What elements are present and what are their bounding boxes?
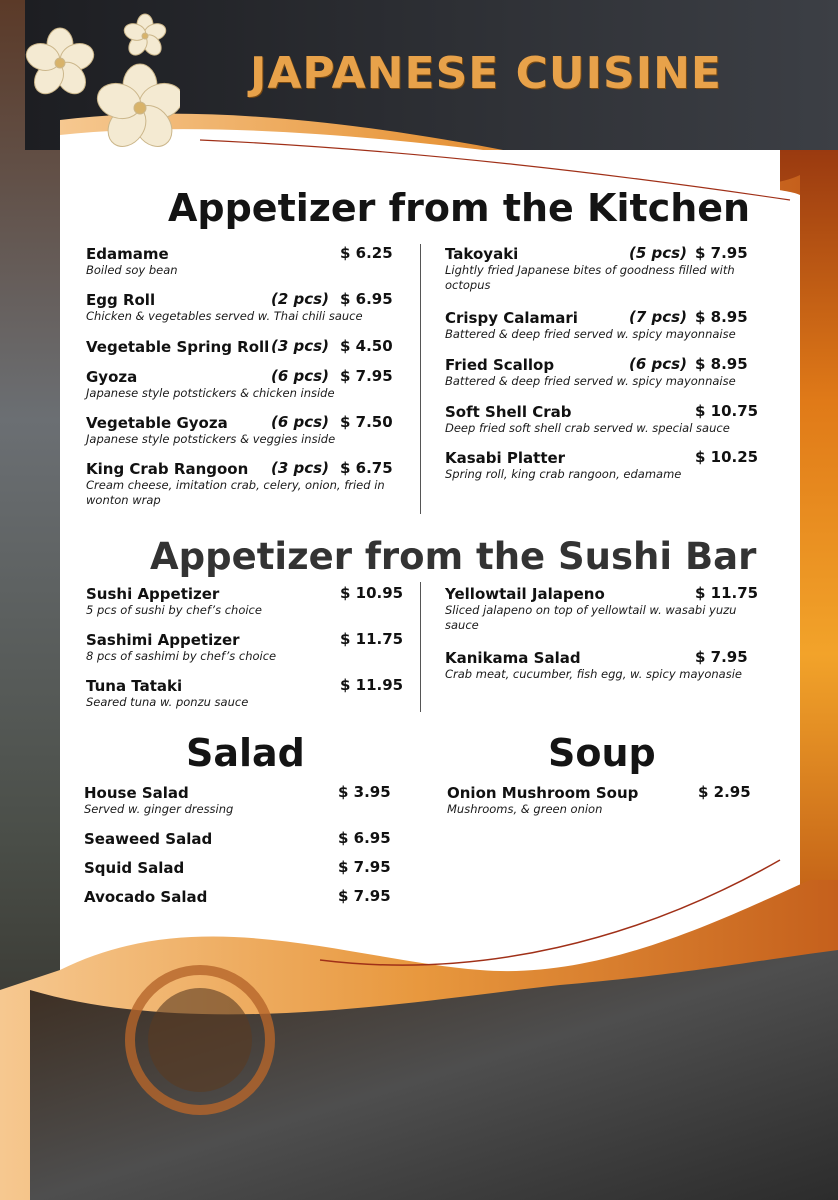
menu-item (84, 887, 404, 906)
menu-item (86, 459, 406, 508)
item-price: $ 7.95 (338, 858, 391, 876)
item-description: 8 pcs of sashimi by chef’s choice (86, 649, 277, 663)
item-price: $ 4.50 (340, 337, 393, 355)
item-description: Chicken & vegetables served w. Thai chili sauce (86, 309, 363, 323)
item-price: $ 11.75 (340, 630, 404, 648)
item-description: Crab meat, cucumber, fish egg, w. spicy mayonasie (445, 667, 742, 681)
item-name: Egg Roll (86, 291, 156, 309)
menu-item (445, 648, 760, 682)
item-name: Soft Shell Crab (445, 403, 572, 421)
item-description: Battered & deep fried served w. spicy mayonnaise (445, 374, 736, 388)
item-price: $ 2.95 (698, 783, 751, 801)
item-name: King Crab Rangoon (86, 460, 249, 478)
item-price: $ 7.95 (338, 887, 391, 905)
item-description: Mushrooms, & green onion (447, 802, 603, 816)
item-name: Gyoza (86, 368, 138, 386)
item-name: Vegetable Gyoza (86, 414, 228, 432)
item-price: $ 6.75 (340, 459, 393, 477)
menu-item (445, 584, 760, 633)
item-name: Fried Scallop (445, 356, 555, 374)
menu-item (86, 244, 406, 278)
item-quantity: (3 pcs) (271, 459, 329, 477)
item-name: House Salad (84, 784, 189, 802)
column-divider (420, 582, 421, 712)
item-name: Sushi Appetizer (86, 585, 220, 603)
item-description: Seared tuna w. ponzu sauce (86, 695, 249, 709)
item-description: Spring roll, king crab rangoon, edamame (445, 467, 682, 481)
item-description: Japanese style potstickers & veggies inside (86, 432, 336, 446)
item-price: $ 7.95 (695, 244, 748, 262)
item-description: Battered & deep fried served w. spicy mayonnaise (445, 327, 736, 341)
menu-item (447, 783, 767, 817)
item-name: Squid Salad (84, 859, 185, 877)
item-name: Vegetable Spring Roll (86, 338, 270, 356)
item-price: $ 11.95 (340, 676, 404, 694)
item-quantity: (6 pcs) (271, 367, 329, 385)
item-description: Boiled soy bean (86, 263, 178, 277)
item-name: Onion Mushroom Soup (447, 784, 639, 802)
item-price: $ 6.95 (338, 829, 391, 847)
item-price: $ 7.95 (695, 648, 748, 666)
item-price: $ 10.25 (695, 448, 759, 466)
item-name: Kasabi Platter (445, 449, 566, 467)
item-quantity: (5 pcs) (629, 244, 687, 262)
item-quantity: (3 pcs) (271, 337, 329, 355)
section-title-sushi-bar: Appetizer from the Sushi Bar (150, 535, 757, 578)
item-price: $ 7.95 (340, 367, 393, 385)
menu-item (86, 676, 406, 710)
menu-item (84, 829, 404, 848)
menu-item (84, 783, 404, 817)
item-price: $ 6.95 (340, 290, 393, 308)
item-description: Lightly fried Japanese bites of goodness filled with octopus (445, 263, 735, 292)
item-price: $ 3.95 (338, 783, 391, 801)
page-title: JAPANESE CUISINE (250, 48, 722, 99)
item-price: $ 10.75 (695, 402, 759, 420)
menu-item (445, 402, 760, 436)
menu-item (86, 630, 406, 664)
item-description: 5 pcs of sushi by chef’s choice (86, 603, 262, 617)
item-name: Sashimi Appetizer (86, 631, 240, 649)
section-title-salad: Salad (186, 731, 305, 775)
menu-item (445, 355, 760, 389)
item-description: Sliced jalapeno on top of yellowtail w. wasabi yuzu sauce (445, 603, 737, 632)
item-name: Yellowtail Jalapeno (445, 585, 605, 603)
section-title-soup: Soup (548, 731, 656, 775)
cherry-blossom-icon (20, 8, 180, 148)
menu-item (86, 290, 406, 324)
item-price: $ 10.95 (340, 584, 404, 602)
menu-item (445, 244, 760, 293)
item-price: $ 8.95 (695, 308, 748, 326)
menu-item (86, 337, 406, 356)
item-price: $ 6.25 (340, 244, 393, 262)
menu-item (84, 858, 404, 877)
item-quantity: (6 pcs) (271, 413, 329, 431)
item-name: Tuna Tataki (86, 677, 183, 695)
item-name: Avocado Salad (84, 888, 208, 906)
menu-item (86, 413, 406, 447)
menu-item (445, 308, 760, 342)
item-quantity: (2 pcs) (271, 290, 329, 308)
item-description: Cream cheese, imitation crab, celery, onion, fried in wonton wrap (86, 478, 385, 507)
item-quantity: (7 pcs) (629, 308, 687, 326)
column-divider (420, 244, 421, 514)
item-name: Edamame (86, 245, 169, 263)
item-price: $ 7.50 (340, 413, 393, 431)
item-name: Crispy Calamari (445, 309, 578, 327)
item-name: Kanikama Salad (445, 649, 581, 667)
menu-item (445, 448, 760, 482)
item-name: Takoyaki (445, 245, 519, 263)
section-title-kitchen: Appetizer from the Kitchen (168, 186, 751, 230)
menu-item (86, 584, 406, 618)
item-price: $ 8.95 (695, 355, 748, 373)
item-description: Deep fried soft shell crab served w. special sauce (445, 421, 730, 435)
item-price: $ 11.75 (695, 584, 759, 602)
item-description: Japanese style potstickers & chicken inside (86, 386, 335, 400)
item-description: Served w. ginger dressing (84, 802, 234, 816)
item-name: Seaweed Salad (84, 830, 213, 848)
menu-item (86, 367, 406, 401)
item-quantity: (6 pcs) (629, 355, 687, 373)
